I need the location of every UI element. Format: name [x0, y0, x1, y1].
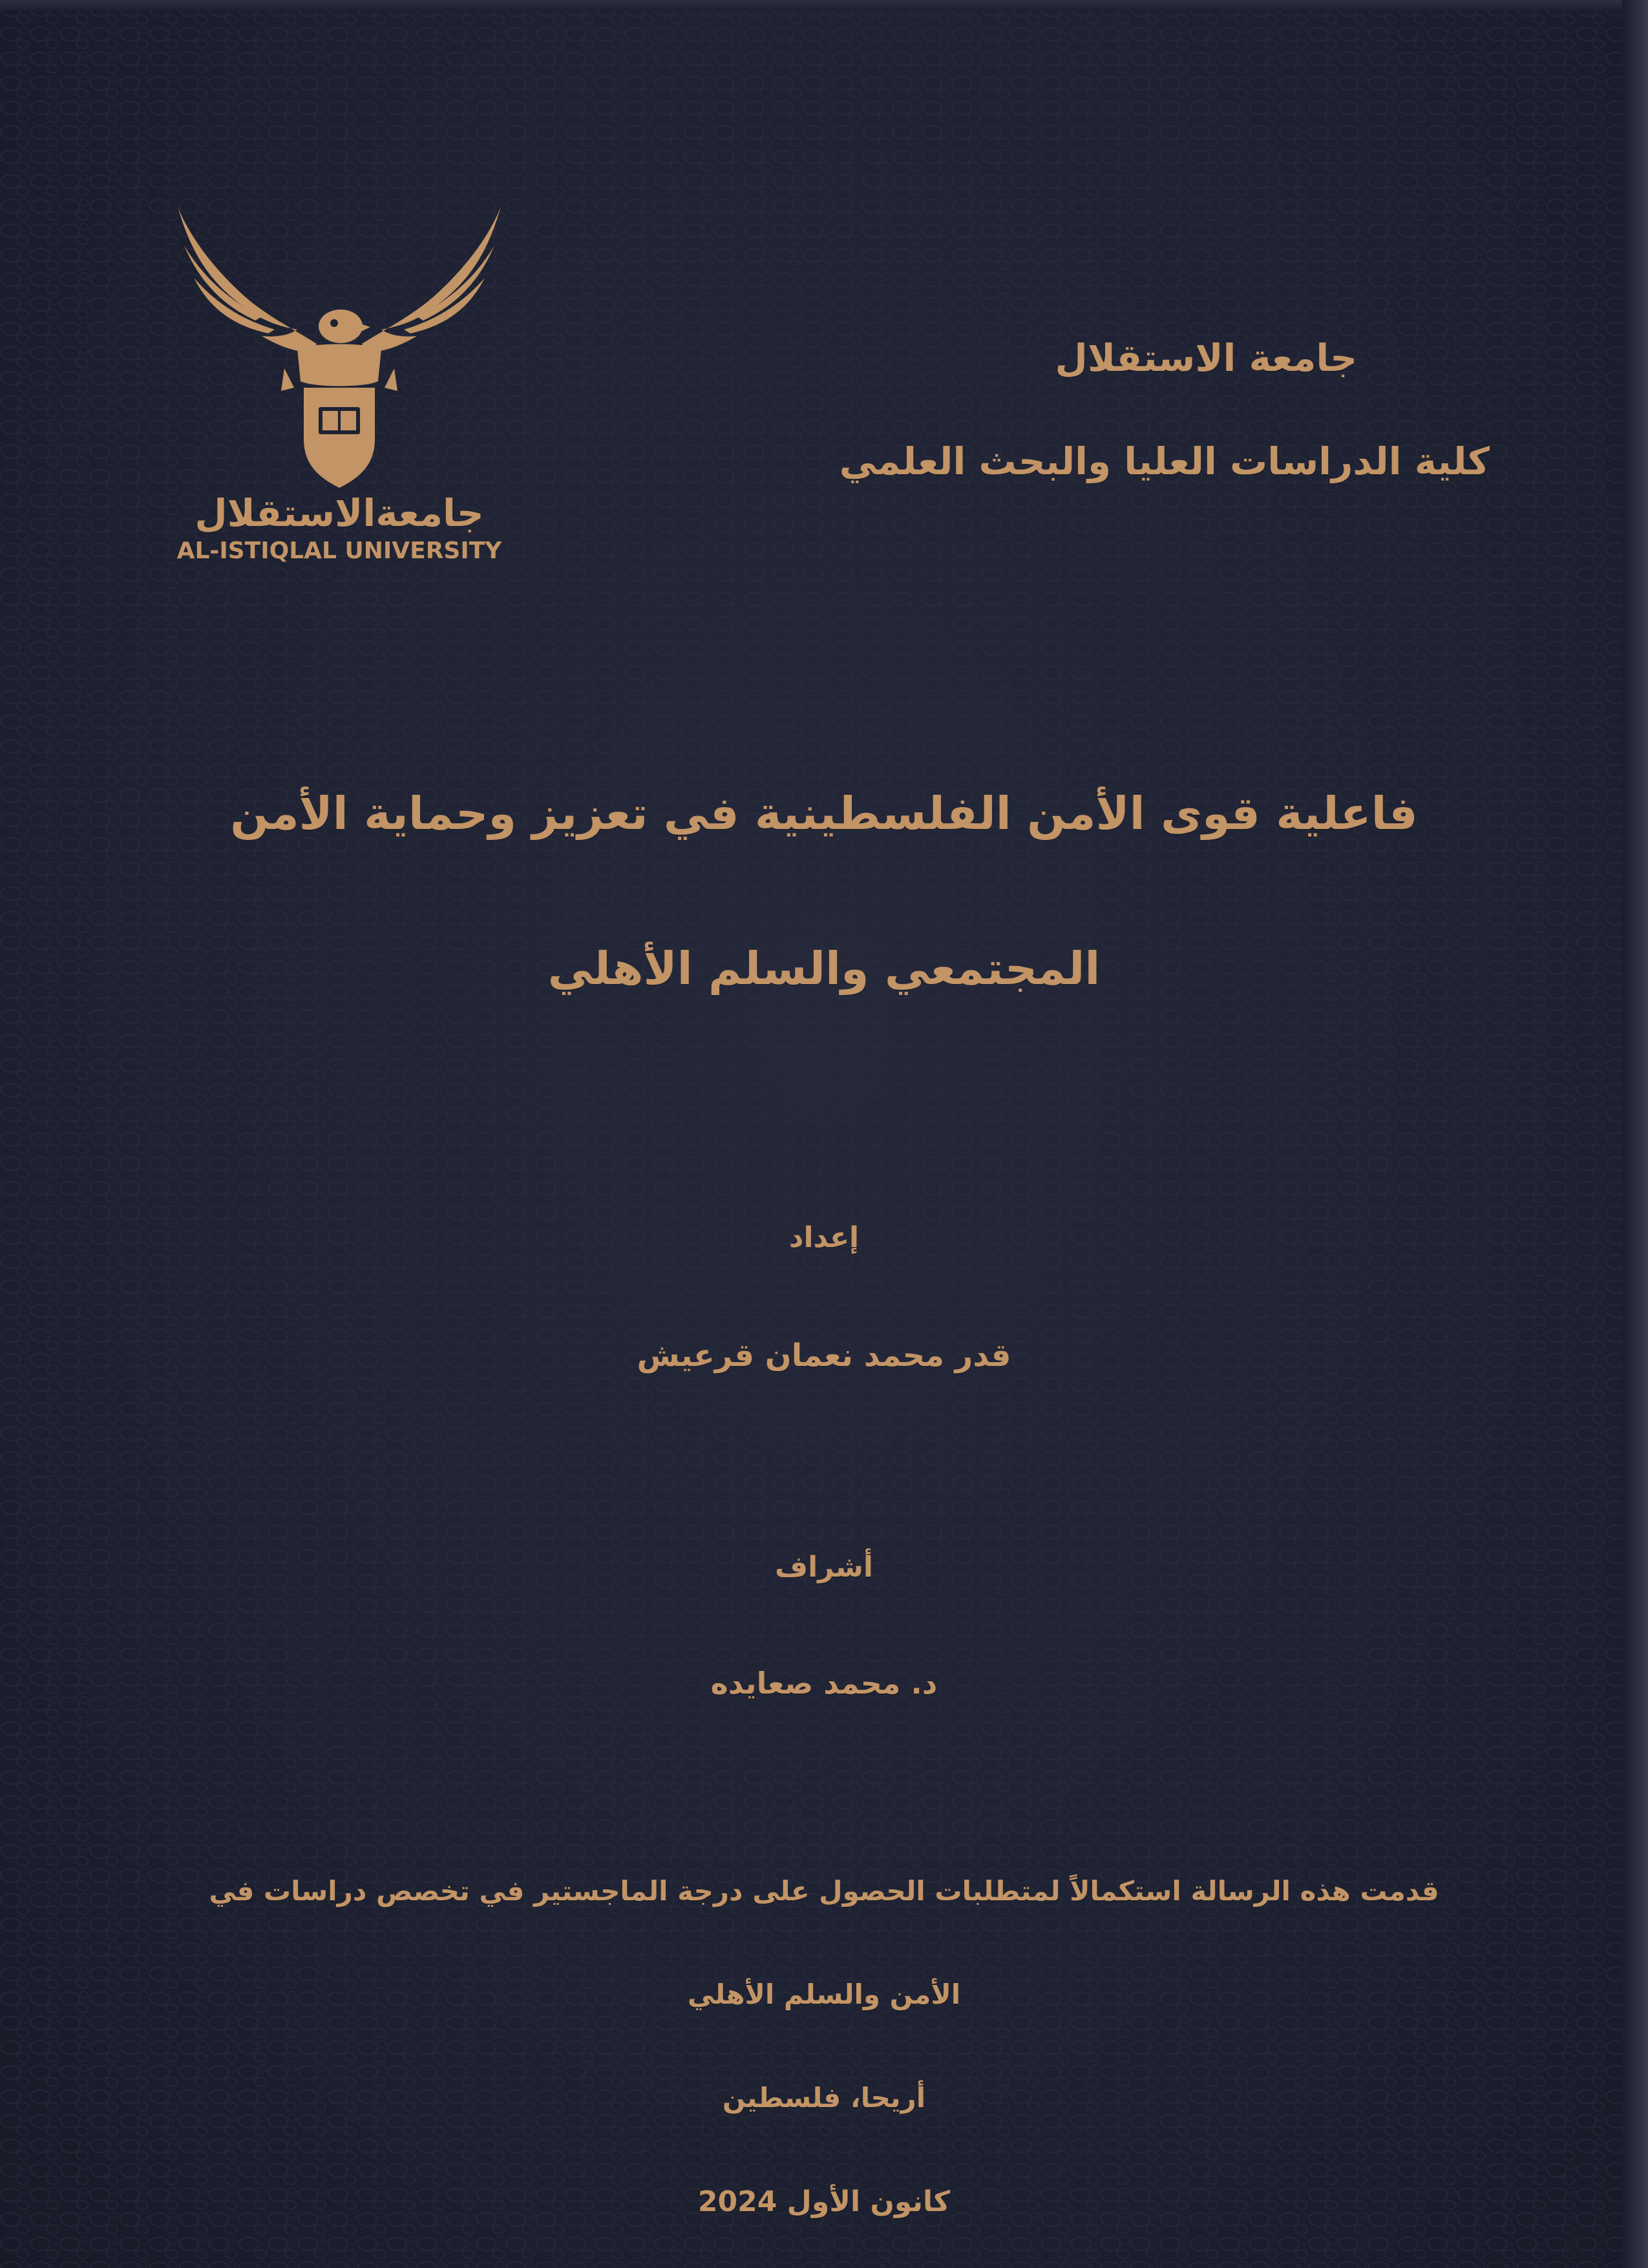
thesis-title-line-2: المجتمعي والسلم الأهلي [547, 942, 1101, 995]
top-edge [0, 0, 1648, 10]
submission-statement-line-1: قدمت هذه الرسالة استكمالاً لمتطلبات الحصول على درجة الماجستير في تخصص دراسات في [209, 1875, 1439, 1907]
author-label: إعداد [788, 1221, 860, 1254]
faculty-name: كلية الدراسات العليا والبحث العلمي [839, 439, 1490, 483]
thesis-title-line-1: فاعلية قوى الأمن الفلسطينية في تعزيز وحماية الأمن [230, 787, 1418, 840]
supervisor-name: د. محمد صعايده [710, 1666, 938, 1701]
university-name: جامعة الاستقلال [1055, 336, 1357, 380]
logo-english-wordmark: AL-ISTIQLAL UNIVERSITY [176, 538, 502, 564]
submission-date: كانون الأول 2024 [697, 2185, 951, 2218]
supervisor-label: أشراف [775, 1551, 873, 1584]
submission-statement-line-2: الأمن والسلم الأهلي [687, 1979, 961, 2010]
logo-arabic-wordmark: جامعةالاستقلال [195, 491, 484, 535]
spine-edge [1622, 0, 1648, 2268]
author-name: قدر محمد نعمان قرعيش [637, 1338, 1011, 1374]
place: أريحا، فلسطين [722, 2082, 926, 2114]
